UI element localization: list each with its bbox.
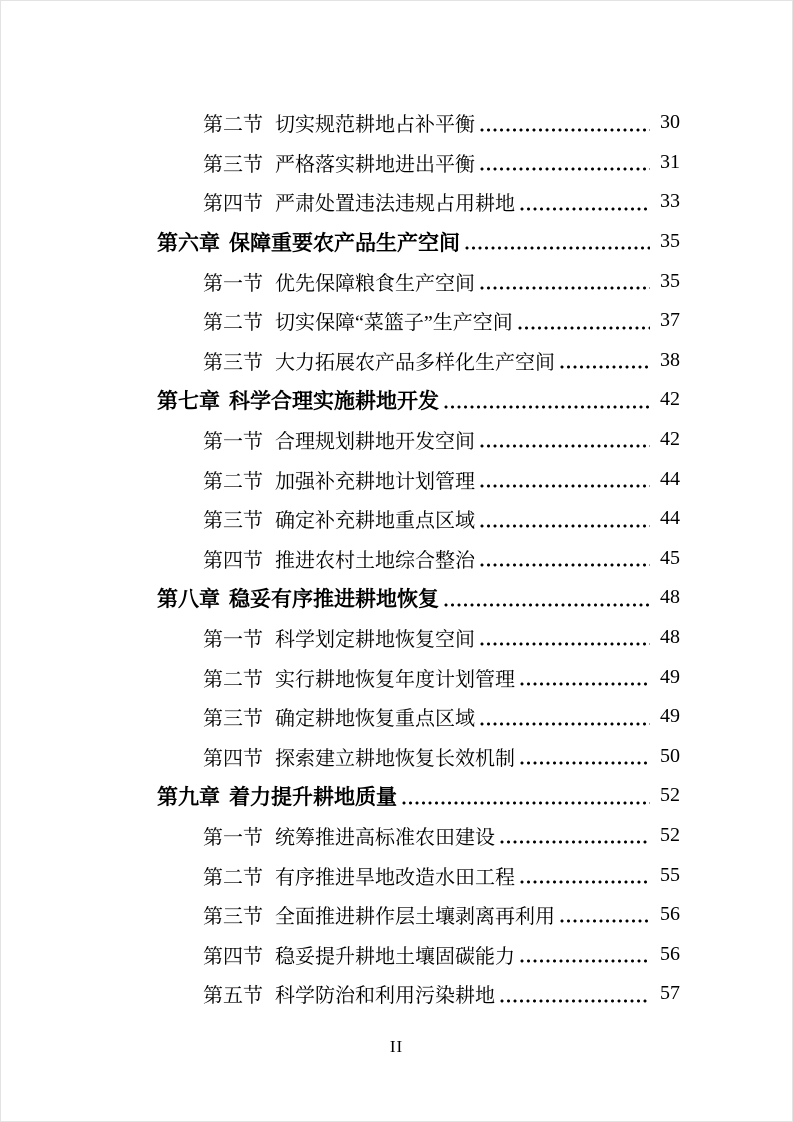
toc-entry bbox=[157, 776, 680, 816]
entry-page-number: 30 bbox=[660, 111, 680, 134]
dot-leader bbox=[520, 959, 650, 963]
entry-label: 第六章 bbox=[157, 231, 220, 255]
dot-leader bbox=[480, 484, 650, 488]
entry-title: 保障重要农产品生产空间 bbox=[229, 231, 460, 255]
toc-entry bbox=[157, 974, 680, 1014]
entry-title: 科学防治和利用污染耕地 bbox=[275, 985, 495, 1008]
toc-entry bbox=[157, 459, 680, 499]
dot-leader bbox=[402, 801, 650, 805]
entry-label: 第八章 bbox=[157, 587, 220, 611]
entry-title: 推进农村土地综合整治 bbox=[275, 549, 475, 572]
entry-page-number: 50 bbox=[660, 744, 680, 767]
entry-page-number: 48 bbox=[660, 626, 680, 649]
entry-page-number: 49 bbox=[660, 705, 680, 728]
page-footer bbox=[1, 1037, 792, 1057]
entry-title: 严格落实耕地进出平衡 bbox=[275, 153, 475, 176]
entry-page-number: 45 bbox=[660, 546, 680, 569]
dot-leader bbox=[560, 919, 650, 923]
dot-leader bbox=[500, 999, 650, 1003]
entry-page-number: 35 bbox=[660, 269, 680, 292]
toc-entry bbox=[157, 103, 680, 143]
toc-entry bbox=[157, 380, 680, 420]
toc-entry bbox=[157, 499, 680, 539]
entry-page-number: 48 bbox=[660, 586, 680, 609]
toc-entry bbox=[157, 222, 680, 262]
entry-page-number: 42 bbox=[660, 428, 680, 451]
entry-label: 第一节 bbox=[203, 272, 263, 295]
toc-entry bbox=[157, 855, 680, 895]
toc-entry bbox=[157, 261, 680, 301]
entry-title: 加强补充耕地计划管理 bbox=[275, 470, 475, 493]
toc-entry bbox=[157, 657, 680, 697]
entry-title: 确定补充耕地重点区域 bbox=[275, 510, 475, 533]
dot-leader bbox=[480, 524, 650, 528]
entry-title: 科学合理实施耕地开发 bbox=[229, 389, 439, 413]
entry-title: 实行耕地恢复年度计划管理 bbox=[275, 668, 515, 691]
entry-title: 合理规划耕地开发空间 bbox=[275, 431, 475, 454]
entry-label: 第一节 bbox=[203, 826, 263, 849]
page-number: II bbox=[389, 1037, 404, 1056]
dot-leader bbox=[465, 246, 650, 250]
entry-label: 第二节 bbox=[203, 114, 263, 137]
entry-page-number: 56 bbox=[660, 942, 680, 965]
entry-label: 第三节 bbox=[203, 153, 263, 176]
entry-label: 第四节 bbox=[203, 193, 263, 216]
entry-label: 第四节 bbox=[203, 549, 263, 572]
toc-entry bbox=[157, 934, 680, 974]
entry-title: 切实规范耕地占补平衡 bbox=[275, 114, 475, 137]
toc-entry bbox=[157, 143, 680, 183]
entry-title: 切实保障“菜篮子”生产空间 bbox=[275, 312, 513, 335]
toc-entry bbox=[157, 301, 680, 341]
dot-leader bbox=[518, 326, 650, 330]
toc-entry bbox=[157, 737, 680, 777]
entry-page-number: 55 bbox=[660, 863, 680, 886]
dot-leader bbox=[480, 286, 650, 290]
entry-title: 确定耕地恢复重点区域 bbox=[275, 708, 475, 731]
toc-entry bbox=[157, 895, 680, 935]
entry-page-number: 44 bbox=[660, 507, 680, 530]
entry-label: 第四节 bbox=[203, 747, 263, 770]
entry-page-number: 44 bbox=[660, 467, 680, 490]
entry-label: 第一节 bbox=[203, 629, 263, 652]
entry-label: 第四节 bbox=[203, 945, 263, 968]
entry-title: 稳妥提升耕地土壤固碳能力 bbox=[275, 945, 515, 968]
entry-title: 着力提升耕地质量 bbox=[229, 785, 397, 809]
dot-leader bbox=[480, 128, 650, 132]
dot-leader bbox=[480, 444, 650, 448]
entry-label: 第七章 bbox=[157, 389, 220, 413]
toc-entry bbox=[157, 341, 680, 381]
entry-page-number: 52 bbox=[660, 784, 680, 807]
entry-page-number: 38 bbox=[660, 348, 680, 371]
toc-entry bbox=[157, 182, 680, 222]
entry-title: 优先保障粮食生产空间 bbox=[275, 272, 475, 295]
entry-page-number: 35 bbox=[660, 230, 680, 253]
entry-title: 统筹推进高标准农田建设 bbox=[275, 826, 495, 849]
entry-page-number: 52 bbox=[660, 823, 680, 846]
entry-title: 科学划定耕地恢复空间 bbox=[275, 629, 475, 652]
entry-page-number: 42 bbox=[660, 388, 680, 411]
dot-leader bbox=[520, 682, 650, 686]
entry-page-number: 31 bbox=[660, 150, 680, 173]
entry-label: 第三节 bbox=[203, 906, 263, 929]
dot-leader bbox=[500, 840, 650, 844]
toc-entry bbox=[157, 578, 680, 618]
entry-title: 大力拓展农产品多样化生产空间 bbox=[275, 351, 555, 374]
entry-label: 第一节 bbox=[203, 431, 263, 454]
dot-leader bbox=[560, 365, 650, 369]
entry-label: 第九章 bbox=[157, 785, 220, 809]
entry-title: 稳妥有序推进耕地恢复 bbox=[229, 587, 439, 611]
entry-title: 严肃处置违法违规占用耕地 bbox=[275, 193, 515, 216]
dot-leader bbox=[520, 761, 650, 765]
dot-leader bbox=[480, 167, 650, 171]
dot-leader bbox=[444, 405, 650, 409]
entry-page-number: 56 bbox=[660, 903, 680, 926]
dot-leader bbox=[480, 722, 650, 726]
entry-page-number: 33 bbox=[660, 190, 680, 213]
entry-page-number: 57 bbox=[660, 982, 680, 1005]
entry-title: 探索建立耕地恢复长效机制 bbox=[275, 747, 515, 770]
entry-label: 第二节 bbox=[203, 668, 263, 691]
entry-label: 第三节 bbox=[203, 708, 263, 731]
entry-label: 第二节 bbox=[203, 470, 263, 493]
entry-page-number: 37 bbox=[660, 309, 680, 332]
entry-label: 第三节 bbox=[203, 510, 263, 533]
toc-entry bbox=[157, 697, 680, 737]
toc-entry bbox=[157, 420, 680, 460]
entry-page-number: 49 bbox=[660, 665, 680, 688]
dot-leader bbox=[520, 207, 650, 211]
dot-leader bbox=[520, 880, 650, 884]
dot-leader bbox=[444, 603, 650, 607]
toc-entry bbox=[157, 539, 680, 579]
entry-label: 第二节 bbox=[203, 866, 263, 889]
entry-title: 有序推进旱地改造水田工程 bbox=[275, 866, 515, 889]
entry-label: 第三节 bbox=[203, 351, 263, 374]
toc-entry bbox=[157, 618, 680, 658]
toc-entry bbox=[157, 816, 680, 856]
entry-title: 全面推进耕作层土壤剥离再利用 bbox=[275, 906, 555, 929]
dot-leader bbox=[480, 563, 650, 567]
entry-label: 第五节 bbox=[203, 985, 263, 1008]
entry-label: 第二节 bbox=[203, 312, 263, 335]
table-of-contents bbox=[157, 103, 680, 1014]
dot-leader bbox=[480, 642, 650, 646]
